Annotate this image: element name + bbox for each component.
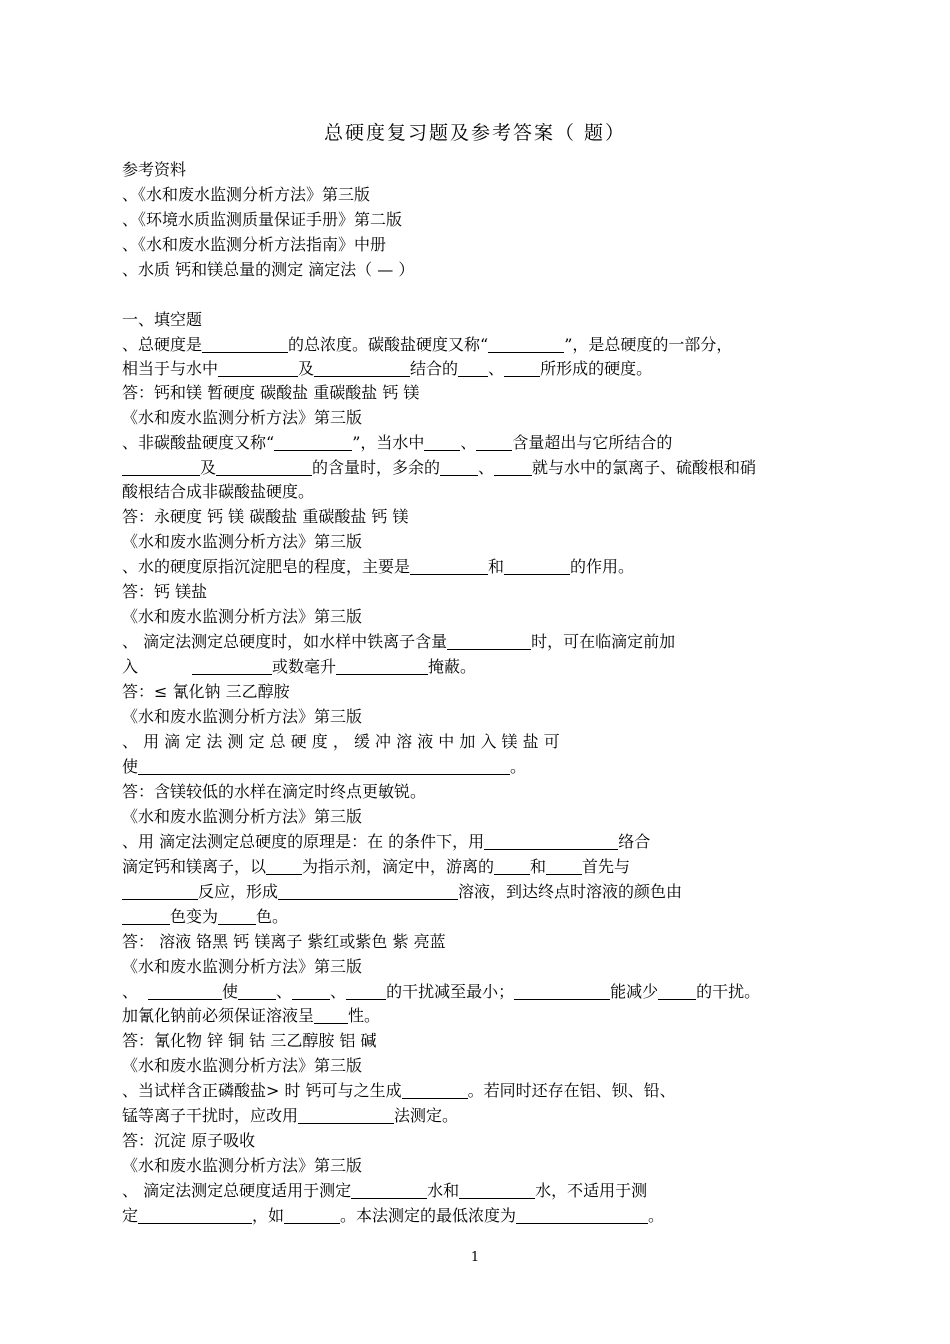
question-3-source: 《水和废水监测分析方法》第三版 <box>122 607 363 626</box>
answer-blank <box>440 459 478 476</box>
answer-blank <box>351 1182 427 1199</box>
answer-blank <box>410 558 488 575</box>
answer-blank <box>218 908 256 925</box>
answer-blank <box>274 434 352 451</box>
question-1-line-2: 相当于与水中 及 结合的 、 所形成的硬度。 <box>122 359 653 378</box>
question-5-line-1: 、 用 滴 定 法 测 定 总 硬 度 ， 缓 冲 溶 液 中 加 入 镁 盐 可 <box>122 732 560 751</box>
question-9-line-2: 定 ，如 。本法测定的最低浓度为 。 <box>122 1206 665 1225</box>
question-8-line-1: 、当试样含正磷酸盐> 时 钙可与之生成 。若同时还存在铝、钡、铅、 <box>122 1081 676 1100</box>
answer-blank <box>494 459 532 476</box>
question-2-line-3: 酸根结合成非碳酸盐硬度。 <box>122 482 315 501</box>
question-8-source: 《水和废水监测分析方法》第三版 <box>122 1156 363 1175</box>
answer-blank <box>424 434 460 451</box>
answer-blank <box>336 658 428 675</box>
answer-blank <box>516 1207 648 1224</box>
question-7-line-2: 加氰化钠前必须保证溶液呈 性。 <box>122 1006 381 1025</box>
question-7-source: 《水和废水监测分析方法》第三版 <box>122 1056 363 1075</box>
question-6-source: 《水和废水监测分析方法》第三版 <box>122 957 363 976</box>
answer-blank <box>138 1207 252 1224</box>
reference-item-3: 、《水和废水监测分析方法指南》中册 <box>122 235 387 254</box>
question-1-answer: 答：钙和镁 暂硬度 碳酸盐 重碳酸盐 钙 镁 <box>122 383 420 402</box>
answer-blank <box>488 336 564 353</box>
page-number: 1 <box>470 1250 480 1265</box>
question-9-line-1: 、 滴定法测定总硬度适用于测定 水和 水，不适用于测 <box>122 1181 648 1200</box>
answer-blank <box>122 908 170 925</box>
answer-blank <box>202 336 288 353</box>
answer-blank <box>192 658 272 675</box>
question-8-answer: 答：沉淀 原子吸收 <box>122 1131 256 1150</box>
question-4-source: 《水和废水监测分析方法》第三版 <box>122 707 363 726</box>
answer-blank <box>504 360 540 377</box>
question-7-line-1: 、 使 、 、 的干扰减至最小； 能减少 的干扰。 <box>122 982 761 1001</box>
answer-blank <box>458 360 488 377</box>
reference-item-1: 、《水和废水监测分析方法》第三版 <box>122 185 371 204</box>
answer-blank <box>504 558 570 575</box>
question-5-source: 《水和废水监测分析方法》第三版 <box>122 807 363 826</box>
answer-blank <box>148 983 222 1000</box>
page-title: 总硬度复习题及参考答案（ 题） <box>323 122 627 144</box>
answer-blank <box>216 459 312 476</box>
reference-item-2: 、《环境水质监测质量保证手册》第二版 <box>122 210 403 229</box>
question-2-line-1: 、非碳酸盐硬度又称“ ”，当水中 、 含量超出与它所结合的 <box>122 433 673 452</box>
question-2-line-2: 及 的含量时，多余的 、 就与水中的氯离子、硫酸根和硝 <box>122 456 832 480</box>
question-4-line-1: 、 滴定法测定总硬度时，如水样中铁离子含量 时，可在临滴定前加 <box>122 632 676 651</box>
question-2-answer: 答：永硬度 钙 镁 碳酸盐 重碳酸盐 钙 镁 <box>122 507 409 526</box>
question-4-answer: 答：≤ 氰化钠 三乙醇胺 <box>122 682 290 701</box>
question-1-line-1: 、总硬度是 的总浓度。碳酸盐硬度又称“ ”，是总硬度的一部分， <box>122 335 733 354</box>
answer-blank <box>546 858 582 875</box>
answer-blank <box>314 1007 348 1024</box>
question-6-answer: 答： 溶液 铬黑 钙 镁离子 紫红或紫色 紫 亮蓝 <box>122 932 446 951</box>
answer-blank <box>447 633 531 650</box>
question-6-line-3: 反应，形成 溶液，到达终点时溶液的颜色由 <box>122 880 832 904</box>
answer-blank <box>292 983 330 1000</box>
answer-blank <box>278 883 458 900</box>
references-heading: 参考资料 <box>122 160 187 179</box>
answer-blank <box>484 833 618 850</box>
answer-blank <box>266 858 302 875</box>
question-5-line-2: 使 。 <box>122 757 527 776</box>
question-2-source: 《水和废水监测分析方法》第三版 <box>122 532 363 551</box>
question-5-answer: 答：含镁较低的水样在滴定时终点更敏锐。 <box>122 782 427 801</box>
answer-blank <box>402 1082 468 1099</box>
question-3-line-1: 、水的硬度原指沉淀肥皂的程度，主要是 和 的作用。 <box>122 557 635 576</box>
answer-blank <box>346 983 386 1000</box>
answer-blank <box>238 983 276 1000</box>
answer-blank <box>494 858 530 875</box>
question-7-answer: 答：氰化物 锌 铜 钴 三乙醇胺 铝 碱 <box>122 1031 377 1050</box>
section-heading: 一、填空题 <box>122 310 203 329</box>
answer-blank <box>298 1107 394 1124</box>
answer-blank <box>658 983 696 1000</box>
answer-blank <box>514 983 610 1000</box>
answer-blank <box>314 360 410 377</box>
question-6-line-4: 色变为 色。 <box>122 905 832 929</box>
question-8-line-2: 锰等离子干扰时，应改用 法测定。 <box>122 1106 459 1125</box>
answer-blank <box>284 1207 340 1224</box>
answer-blank <box>459 1182 535 1199</box>
question-3-answer: 答：钙 镁盐 <box>122 582 208 601</box>
reference-item-4: 、水质 钙和镁总量的测定 滴定法（ — ） <box>122 260 415 279</box>
question-4-line-2: 入 或数毫升 掩蔽。 <box>122 657 477 676</box>
question-6-line-1: 、用 滴定法测定总硬度的原理是：在 的条件下，用 络合 <box>122 832 651 851</box>
answer-blank <box>476 434 512 451</box>
answer-blank <box>138 758 510 775</box>
question-1-source: 《水和废水监测分析方法》第三版 <box>122 408 363 427</box>
question-6-line-2: 滴定钙和镁离子，以 为指示剂，滴定中，游离的 和 首先与 <box>122 857 631 876</box>
answer-blank <box>122 459 200 476</box>
answer-blank <box>122 883 198 900</box>
answer-blank <box>218 360 298 377</box>
